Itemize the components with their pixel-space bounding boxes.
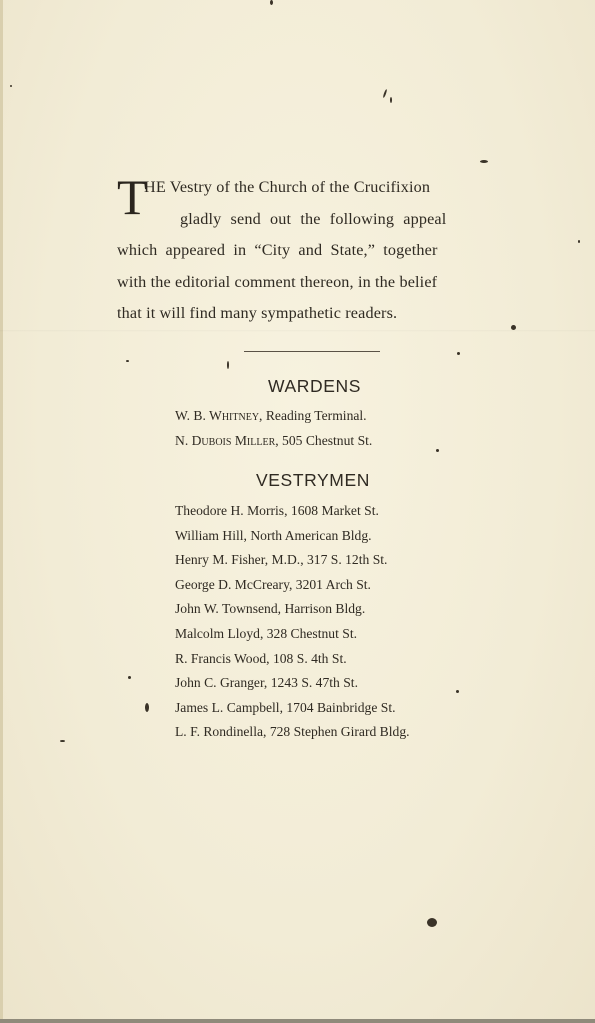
warden-name: N. Dubois Miller (175, 432, 276, 448)
paper-speck (578, 240, 580, 243)
vestryman-entry: William Hill, North American Bldg. (175, 527, 372, 543)
vestryman-entry: George D. McCreary, 3201 Arch St. (175, 576, 371, 592)
intro-line: gladly send out the following appeal (180, 209, 447, 228)
paper-speck (390, 97, 392, 103)
page-bottom-edge (0, 1019, 595, 1023)
paper-speck (456, 690, 459, 693)
intro-line: that it will find many sympathetic readers. (117, 304, 398, 322)
paper-speck (436, 449, 439, 452)
paper-speck (126, 360, 129, 362)
vestrymen-list (175, 499, 410, 745)
wardens-heading: WARDENS (268, 376, 361, 396)
vestryman-entry: James L. Campbell, 1704 Bainbridge St. (175, 699, 396, 715)
vestryman-entry: John W. Townsend, Harrison Bldg. (175, 601, 366, 617)
paper-speck (227, 361, 229, 369)
page-left-edge (0, 0, 3, 1023)
paper-speck (10, 85, 12, 87)
vestryman-entry: Theodore H. Morris, 1608 Market St. (175, 503, 379, 518)
paper-speck (427, 918, 437, 927)
drop-cap: T (117, 169, 148, 225)
paper-speck (145, 703, 149, 712)
warden-entry (175, 429, 372, 454)
warden-address: , Reading Terminal. (259, 408, 367, 423)
paper-speck (128, 676, 131, 679)
section-divider (244, 351, 380, 352)
vestrymen-heading: VESTRYMEN (256, 470, 370, 490)
intro-line: which appeared in “City and State,” together (117, 241, 438, 259)
page-fold (0, 330, 595, 332)
paper-speck (383, 89, 388, 98)
paper-speck (457, 352, 460, 355)
paper-speck (480, 160, 488, 163)
intro-line: HE Vestry of the Church of the Crucifixion (144, 178, 431, 196)
vestryman-entry: Malcolm Lloyd, 328 Chestnut St. (175, 625, 358, 641)
wardens-list (175, 404, 372, 453)
warden-name: W. B. Whitney (175, 408, 260, 423)
paper-speck (60, 740, 65, 742)
warden-address: , 505 Chestnut St. (275, 432, 373, 448)
warden-entry (175, 404, 372, 429)
vestryman-entry: Henry M. Fisher, M.D., 317 S. 12th St. (175, 552, 388, 568)
vestryman-entry: L. F. Rondinella, 728 Stephen Girard Bldg. (175, 724, 410, 740)
paper-speck (270, 0, 273, 5)
vestryman-entry: R. Francis Wood, 108 S. 4th St. (175, 650, 347, 666)
intro-paragraph (117, 169, 522, 330)
intro-line: with the editorial comment thereon, in the belief (117, 272, 438, 291)
vestryman-entry: John C. Granger, 1243 S. 47th St. (175, 675, 358, 691)
